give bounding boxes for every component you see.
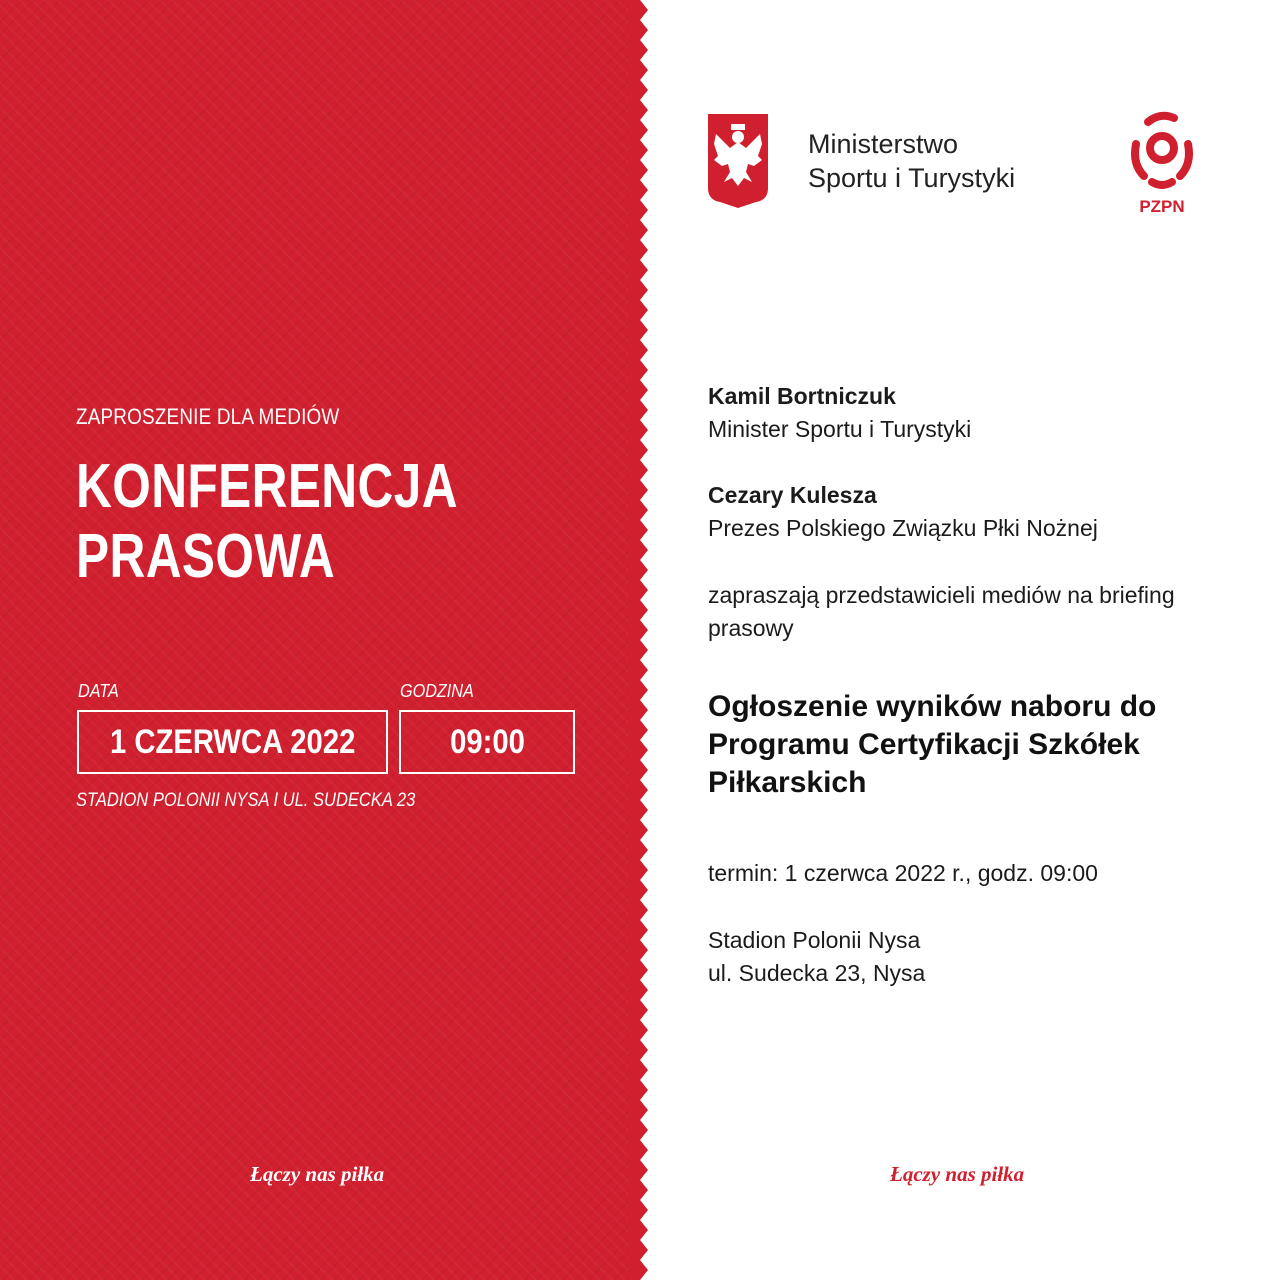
date-value: 1 CZERWCA 2022 (109, 722, 356, 761)
ministry-name-line-2: Sportu i Turystyki (808, 163, 1016, 193)
time-label: GODZINA (400, 681, 474, 701)
date-box (77, 710, 388, 774)
zigzag-divider (628, 0, 652, 1280)
time-box (399, 710, 575, 774)
person2-name: Cezary Kulesza (708, 482, 877, 508)
ministry-name-line-1: Ministerstwo (808, 129, 959, 159)
slogan-right: Łączy nas piłka (890, 1162, 1025, 1186)
person2-role: Prezes Polskiego Związku Płki Nożnej (708, 515, 1098, 541)
person1-name: Kamil Bortniczuk (708, 383, 896, 409)
headline-line-1: KONFERENCJA (76, 452, 458, 521)
date-label: DATA (78, 681, 119, 701)
media-invitation-kicker: ZAPROSZENIE DLA MEDIÓW (76, 404, 340, 429)
ministry-name (808, 127, 1015, 195)
pzpn-logo-icon (1126, 108, 1198, 218)
person1-role: Minister Sportu i Turystyki (708, 416, 972, 442)
event-title-line-1: Ogłoszenie wyników naboru do (708, 690, 1157, 723)
venue-address: ul. Sudecka 23, Nysa (708, 960, 926, 986)
venue-line: STADION POLONII NYSA I UL. SUDECKA 23 (76, 790, 416, 811)
headline-line-2: PRASOWA (76, 522, 336, 591)
event-title (708, 688, 1248, 802)
pzpn-logo-text: PZPN (1139, 197, 1185, 216)
event-term: termin: 1 czerwca 2022 r., godz. 09:00 (708, 860, 1098, 886)
event-title-line-2: Programu Certyfikacji Szkółek (708, 728, 1140, 761)
invite-line-2: prasowy (708, 615, 794, 641)
time-value: 09:00 (449, 722, 525, 761)
polish-eagle-emblem-icon (708, 114, 768, 208)
page-title (76, 452, 458, 592)
slogan-left: Łączy nas piłka (250, 1162, 385, 1186)
event-title-line-3: Piłkarskich (708, 766, 867, 799)
ministry-logo (708, 114, 1015, 208)
invite-line-1: zapraszają przedstawicieli mediów na briefing (708, 582, 1175, 608)
venue-name: Stadion Polonii Nysa (708, 927, 921, 953)
